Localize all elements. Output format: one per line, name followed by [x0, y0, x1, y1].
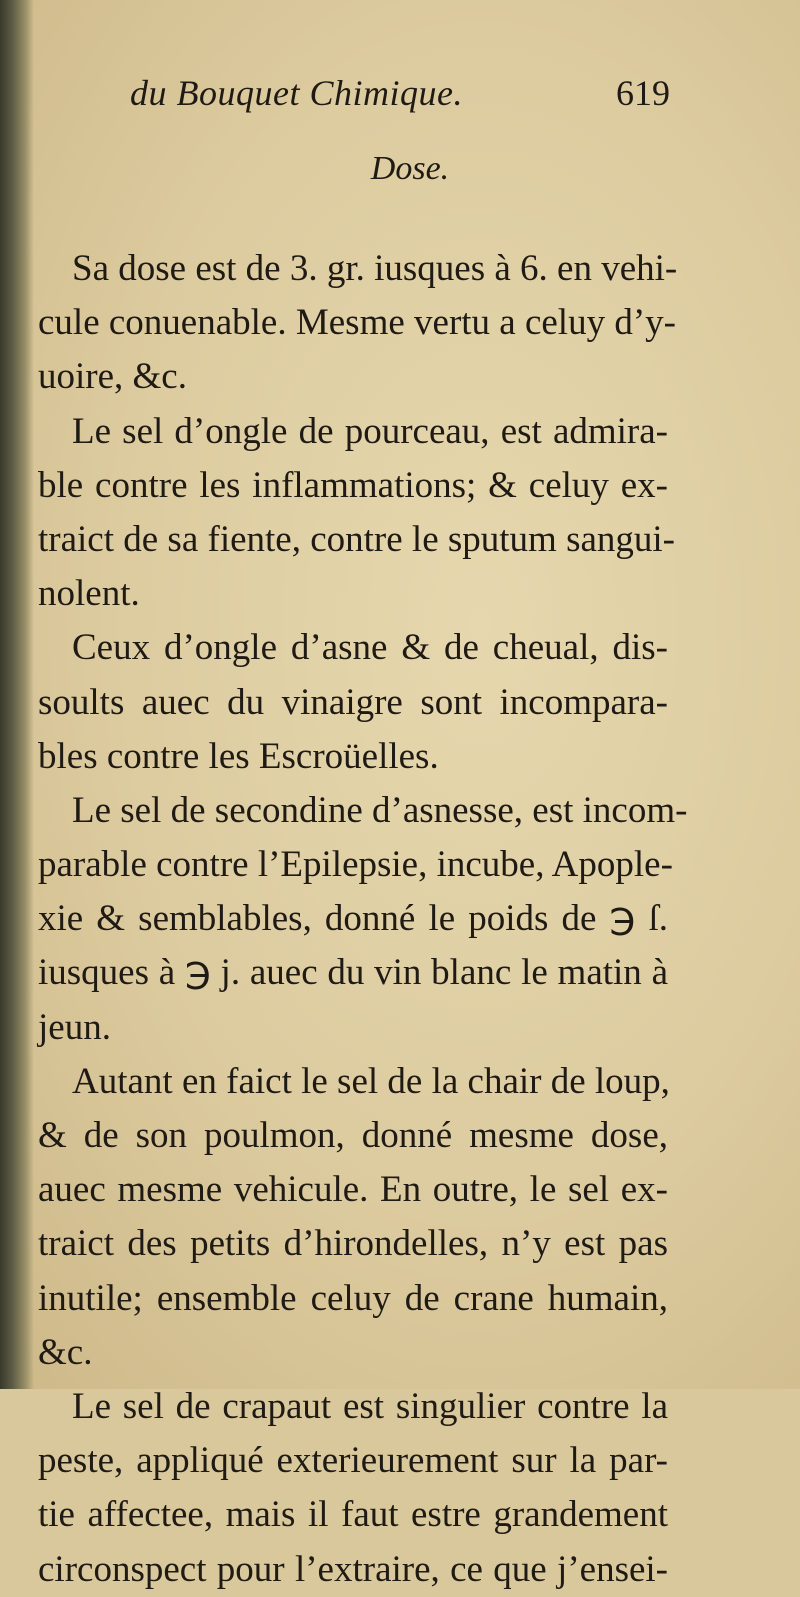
- text-line: Le sel d’ongle de pourceau, est admira-: [72, 410, 668, 452]
- text-line: ble contre les inflammations; & celuy ex-: [38, 464, 668, 506]
- text-line: Ceux d’ongle d’asne & de cheual, dis-: [72, 627, 668, 669]
- text-line: jeun.: [38, 1006, 111, 1048]
- text-line: uoire, &c.: [38, 356, 187, 398]
- text-line: iusques à ℈ j. auec du vin blanc le matin à: [38, 952, 668, 994]
- text-line: tie affectee, mais il faut estre grandement: [38, 1494, 668, 1536]
- text-line: Le sel de crapaut est singulier contre la: [72, 1385, 668, 1427]
- running-title: du Bouquet Chimique.: [130, 73, 463, 113]
- text-line: & de son poulmon, donné mesme dose,: [38, 1115, 668, 1156]
- text-line: soults auec du vinaigre sont incompara-: [38, 681, 668, 723]
- text-line: Autant en faict le sel de la chair de loup,: [72, 1060, 670, 1102]
- binding-gutter: [0, 0, 34, 1389]
- text-line: parable contre l’Epilepsie, incube, Apople-: [38, 844, 673, 886]
- body-text: [38, 242, 688, 1597]
- text-line: auec mesme vehicule. En outre, le sel ex-: [38, 1169, 668, 1211]
- text-line: Le sel de secondine d’asnesse, est incom-: [72, 789, 688, 831]
- text-line: inutile; ensemble celuy de crane humain,: [38, 1277, 668, 1319]
- text-line: bles contre les Escroüelles.: [38, 735, 439, 777]
- text-line: Sa dose est de 3. gr. iusques à 6. en vehi-: [72, 248, 678, 289]
- text-line: &c.: [38, 1331, 93, 1373]
- section-heading: Dose.: [370, 150, 450, 187]
- text-line: nolent.: [38, 573, 140, 615]
- text-line: traict des petits d’hirondelles, n’y est pas: [38, 1223, 668, 1265]
- text-line: peste, appliqué exterieurement sur la par-: [38, 1440, 668, 1482]
- text-line: circonspect pour l’extraire, ce que j’ensei-: [38, 1548, 668, 1590]
- text-line: traict de sa fiente, contre le sputum sangui-: [38, 518, 676, 560]
- page-header: [130, 72, 670, 120]
- text-line: xie & semblables, donné le poids de ℈ ſ.: [38, 898, 668, 940]
- page-number: 619: [616, 73, 670, 113]
- text-line: cule conuenable. Mesme vertu a celuy d’y-: [38, 302, 676, 344]
